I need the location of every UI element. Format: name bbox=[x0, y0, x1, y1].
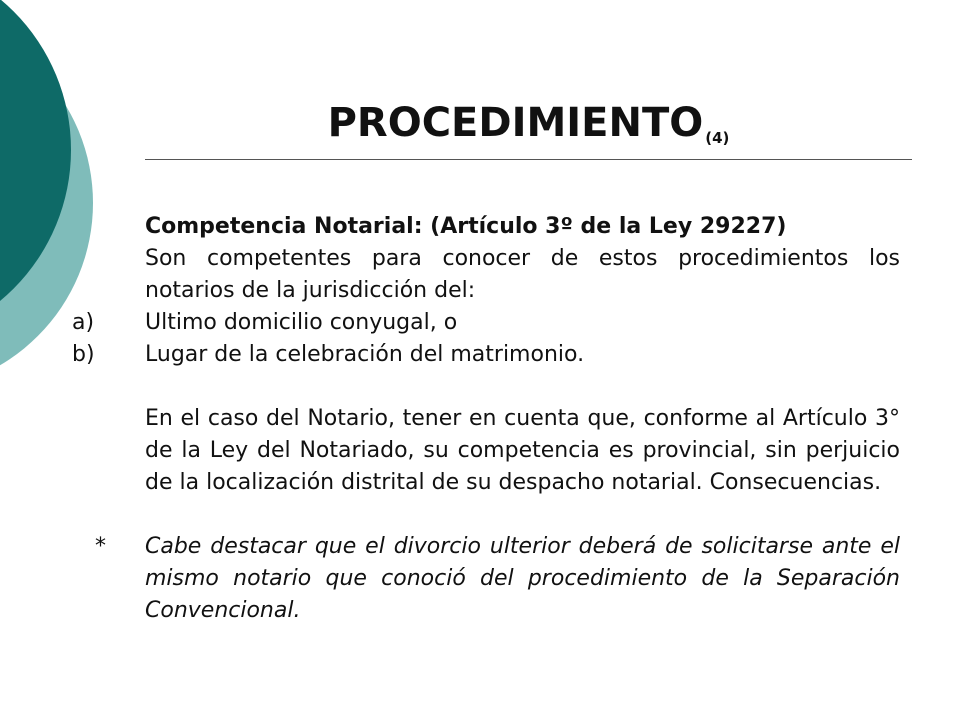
footnote bbox=[95, 531, 900, 627]
spacer bbox=[145, 371, 900, 403]
title-subscript: (4) bbox=[705, 129, 730, 147]
list-marker: a) bbox=[72, 310, 95, 335]
intro-paragraph: Son competentes para conocer de estos procedimientos los notarios de la jurisdicción del: bbox=[145, 246, 900, 303]
title-text: PROCEDIMIENTO bbox=[327, 100, 704, 146]
competence-heading: Competencia Notarial: (Artículo 3º de la Ley 29227) bbox=[145, 214, 787, 239]
slide-body bbox=[72, 211, 900, 627]
notary-paragraph: En el caso del Notario, tener en cuenta que, conforme al Artículo 3° de la Ley del Notariado, su competencia es provincial, sin perjuicio de la localización distrital de su despacho notarial. Consecuencias. bbox=[145, 406, 900, 495]
list-item-text: Lugar de la celebración del matrimonio. bbox=[145, 342, 585, 367]
title-divider bbox=[145, 159, 912, 160]
decorative-circles bbox=[0, 0, 120, 400]
list-item-text: Ultimo domicilio conyugal, o bbox=[145, 310, 458, 335]
footnote-text: Cabe destacar que el divorcio ulterior deberá de solicitarse ante el mismo notario que conoció del procedimiento de la Separación Convencional. bbox=[145, 534, 900, 623]
list-marker: b) bbox=[72, 342, 95, 367]
list-item bbox=[72, 307, 900, 339]
asterisk-marker: * bbox=[95, 534, 106, 559]
spacer bbox=[145, 499, 900, 531]
slide-title bbox=[145, 96, 912, 165]
list-item bbox=[72, 339, 900, 371]
